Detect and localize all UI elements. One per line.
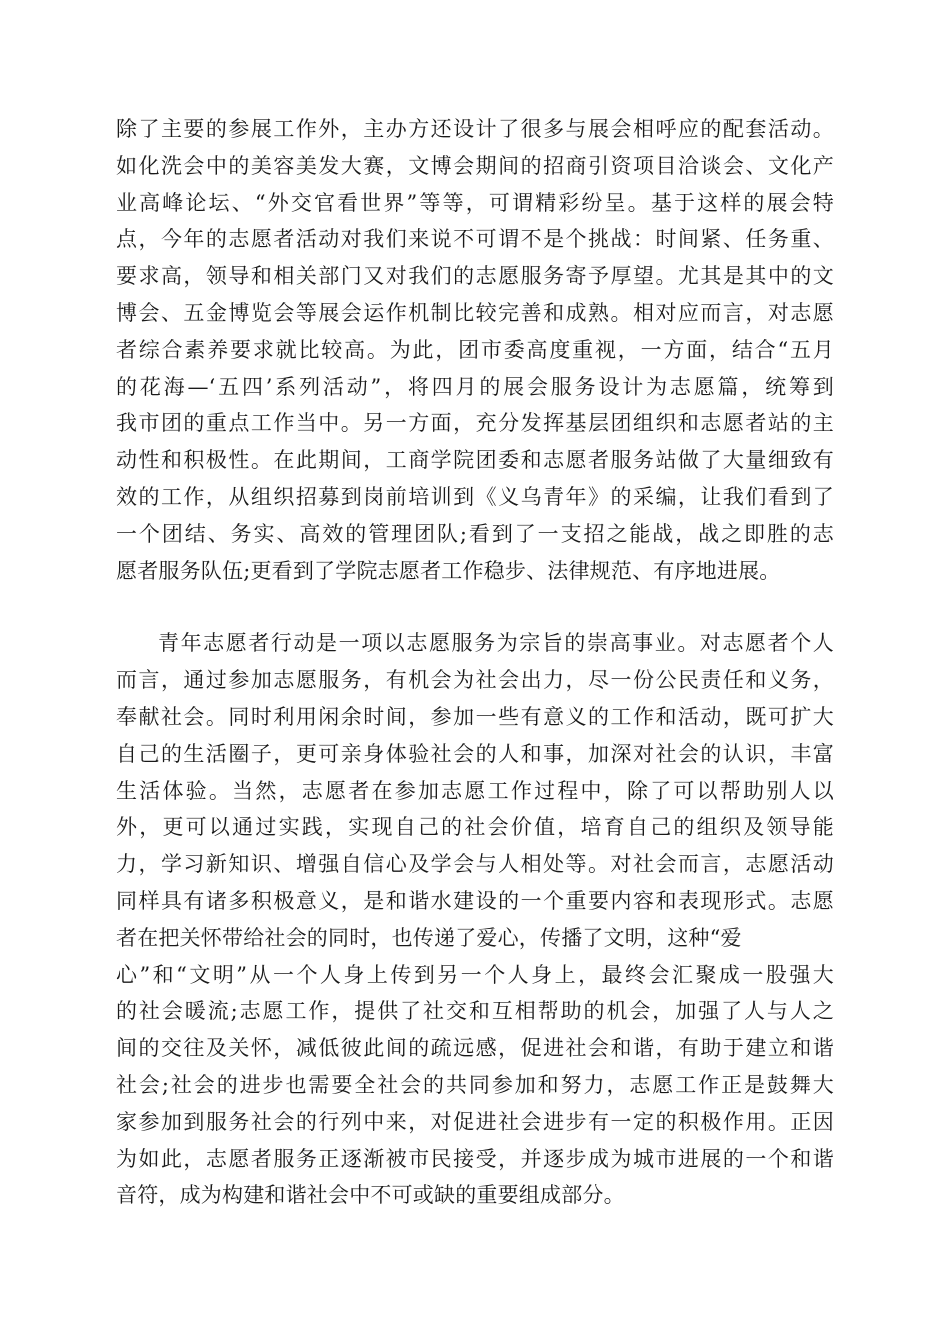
text-line: 者在把关怀带给社会的同时，也传递了爱心，传播了文明，这种“爱 xyxy=(116,925,742,950)
text-line: 同样具有诸多积极意义，是和谐水建设的一个重要内容和表现形式。志愿 xyxy=(116,888,834,913)
text-line: 的社会暖流;志愿工作，提供了社交和互相帮助的机会，加强了人与人之 xyxy=(116,999,834,1024)
text-line: 间的交往及关怀，减低彼此间的疏远感，促进社会和谐，有助于建立和谐 xyxy=(116,1036,834,1061)
text-line: 要求高，领导和相关部门又对我们的志愿服务寄予厚望。尤其是其中的文 xyxy=(116,264,834,289)
text-line: 外，更可以通过实践，实现自己的社会价值，培育自己的组织及领导能 xyxy=(116,815,834,840)
text-line: 愿者服务队伍;更看到了学院志愿者工作稳步、法律规范、有序地进展。 xyxy=(116,558,781,583)
text-line: 力，学习新知识、增强自信心及学会与人相处等。对社会而言，志愿活动 xyxy=(116,852,834,877)
text-line: 青年志愿者行动是一项以志愿服务为宗旨的崇高事业。对志愿者个人 xyxy=(158,631,834,656)
text-line: 效的工作，从组织招募到岗前培训到《义乌青年》的采编，让我们看到了 xyxy=(116,484,834,509)
text-line: 奉献社会。同时利用闲余时间，参加一些有意义的工作和活动，既可扩大 xyxy=(116,704,834,729)
text-line: 如化洗会中的美容美发大赛，文博会期间的招商引资项目洽谈会、文化产 xyxy=(116,153,834,178)
text-line: 社会;社会的进步也需要全社会的共同参加和努力，志愿工作正是鼓舞大 xyxy=(116,1072,834,1097)
text-line: 为如此，志愿者服务正逐渐被市民接受，并逐步成为城市进展的一个和谐 xyxy=(116,1146,834,1171)
text-line: 生活体验。当然，志愿者在参加志愿工作过程中，除了可以帮助别人以 xyxy=(116,778,834,803)
text-line: 我市团的重点工作当中。另一方面，充分发挥基层团组织和志愿者站的主 xyxy=(116,411,834,436)
text-line: 动性和积极性。在此期间，工商学院团委和志愿者服务站做了大量细致有 xyxy=(116,448,834,473)
text-line: 者综合素养要求就比较高。为此，团市委高度重视，一方面，结合“五月 xyxy=(116,337,834,362)
text-line: 家参加到服务社会的行列中来，对促进社会进步有一定的积极作用。正因 xyxy=(116,1109,834,1134)
text-line: 心”和“文明”从一个人身上传到另一个人身上，最终会汇聚成一股强大 xyxy=(116,962,834,987)
text-line: 的花海—‘五四’系列活动”，将四月的展会服务设计为志愿篇，统筹到 xyxy=(116,374,834,399)
text-line: 点，今年的志愿者活动对我们来说不可谓不是个挑战：时间紧、任务重、 xyxy=(116,227,834,252)
text-line: 除了主要的参展工作外，主办方还设计了很多与展会相呼应的配套活动。 xyxy=(116,117,834,141)
text-line: 业高峰论坛、“外交官看世界”等等，可谓精彩纷呈。基于这样的展会特 xyxy=(116,190,834,215)
paragraph-volunteer-significance xyxy=(116,625,834,1214)
paragraph-volunteer-activities xyxy=(116,111,834,589)
text-line: 博会、五金博览会等展会运作机制比较完善和成熟。相对应而言，对志愿 xyxy=(116,300,834,325)
document-body xyxy=(116,111,834,1214)
text-line: 一个团结、务实、高效的管理团队;看到了一支招之能战，战之即胜的志 xyxy=(116,521,834,546)
text-line: 而言，通过参加志愿服务，有机会为社会出力，尽一份公民责任和义务， xyxy=(116,668,834,693)
text-line: 音符，成为构建和谐社会中不可或缺的重要组成部分。 xyxy=(116,1183,625,1208)
text-line: 自己的生活圈子，更可亲身体验社会的人和事，加深对社会的认识，丰富 xyxy=(116,741,834,766)
